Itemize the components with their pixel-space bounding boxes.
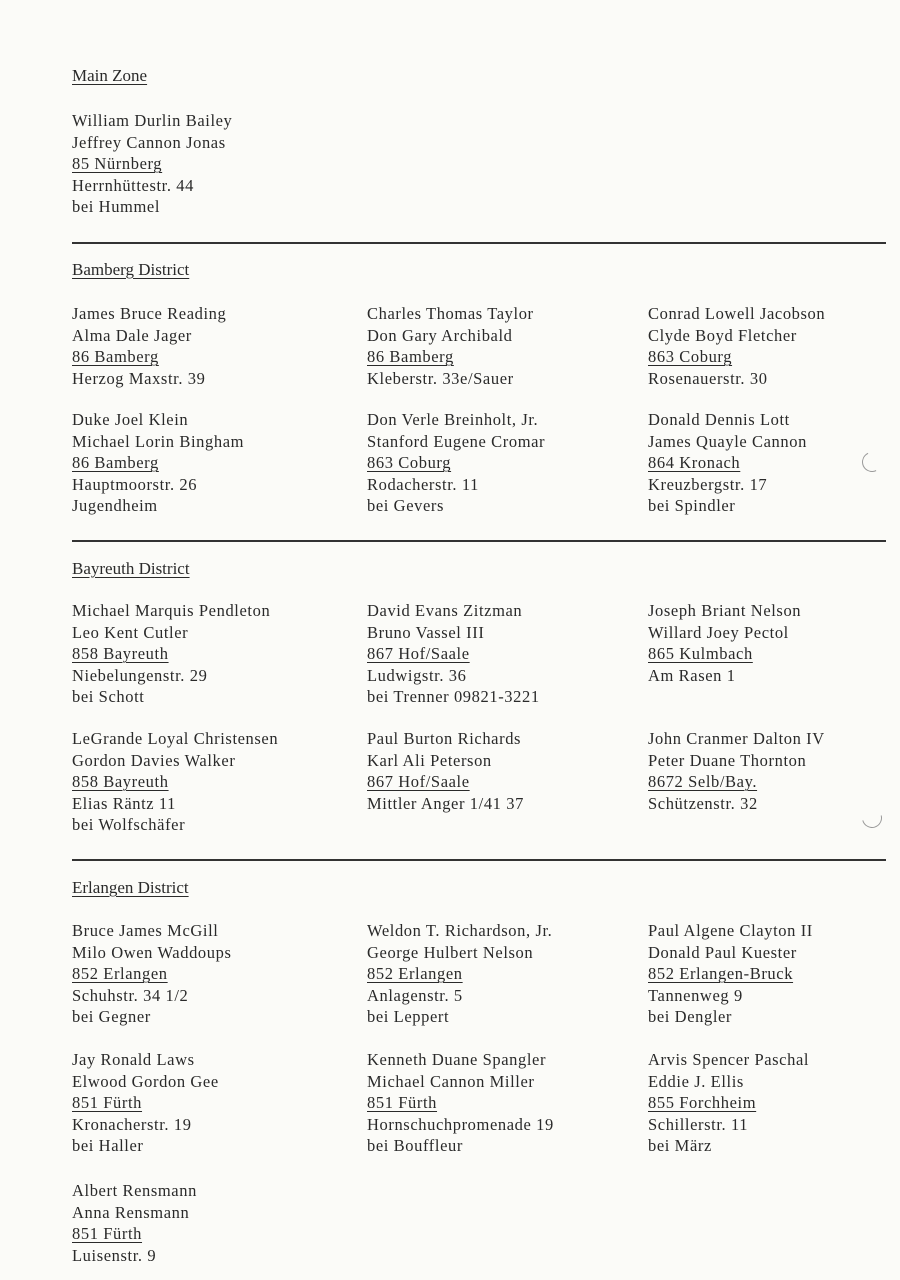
city-line: 852 Erlangen (72, 964, 168, 983)
entry-line: Don Verle Breinholt, Jr. (367, 410, 539, 429)
entry-line: James Bruce Reading (72, 304, 227, 323)
entry-line: bei Bouffleur (367, 1136, 463, 1155)
section-divider (72, 540, 886, 542)
section-title-main-zone: Main Zone (72, 66, 148, 85)
entry-line: Kreuzbergstr. 17 (648, 474, 768, 494)
entry-line: John Cranmer Dalton IV (648, 729, 825, 748)
entry-line: Clyde Boyd Fletcher (648, 325, 797, 345)
city-line: 8672 Selb/Bay. (648, 772, 758, 791)
entry-line: Jay Ronald Laws (72, 1050, 195, 1069)
section-title-erlangen: Erlangen District (72, 878, 189, 897)
entry-line: Schuhstr. 34 1/2 (72, 985, 189, 1005)
entry-line: Charles Thomas Taylor (367, 304, 534, 323)
address-entry (367, 303, 534, 389)
entry-line: Bruno Vassel III (367, 622, 485, 642)
entry-line: bei Haller (72, 1136, 144, 1155)
city-line: 863 Coburg (367, 453, 452, 472)
address-entry (72, 728, 278, 836)
entry-line: Joseph Briant Nelson (648, 601, 802, 620)
city-line: 851 Fürth (72, 1093, 143, 1112)
city-line: 851 Fürth (72, 1224, 143, 1243)
entry-line: Michael Lorin Bingham (72, 431, 245, 451)
address-entry (648, 303, 825, 389)
address-entry (648, 600, 801, 686)
entry-line: Herzog Maxstr. 39 (72, 368, 206, 388)
entry-line: Duke Joel Klein (72, 410, 189, 429)
address-entry (648, 409, 807, 517)
address-entry (72, 600, 270, 708)
address-entry (72, 409, 244, 517)
city-line: 86 Bamberg (367, 347, 454, 366)
entry-line: Don Gary Archibald (367, 325, 513, 345)
entry-line: Bruce James McGill (72, 921, 219, 940)
paper-mark (858, 804, 885, 831)
address-entry (72, 110, 232, 218)
city-line: 852 Erlangen-Bruck (648, 964, 794, 983)
address-entry (367, 1049, 554, 1157)
entry-line: Leo Kent Cutler (72, 622, 189, 642)
address-entry (648, 728, 825, 814)
entry-line: Kronacherstr. 19 (72, 1114, 192, 1134)
entry-line: Ludwigstr. 36 (367, 665, 467, 685)
city-line: 852 Erlangen (367, 964, 463, 983)
entry-line: Niebelungenstr. 29 (72, 665, 208, 685)
city-line: 863 Coburg (648, 347, 733, 366)
entry-line: Eddie J. Ellis (648, 1071, 744, 1091)
entry-line: Elias Räntz 11 (72, 793, 177, 813)
city-line: 85 Nürnberg (72, 154, 163, 173)
entry-line: Weldon T. Richardson, Jr. (367, 921, 553, 940)
address-entry (367, 920, 552, 1028)
address-entry (72, 1049, 219, 1157)
entry-line: Michael Cannon Miller (367, 1071, 535, 1091)
entry-line: Alma Dale Jager (72, 325, 192, 345)
section-divider (72, 242, 886, 244)
city-line: 867 Hof/Saale (367, 772, 470, 791)
entry-line: bei Spindler (648, 496, 736, 515)
entry-line: Kenneth Duane Spangler (367, 1050, 547, 1069)
entry-line: Hornschuchpromenade 19 (367, 1114, 554, 1134)
city-line: 864 Kronach (648, 453, 741, 472)
entry-line: Paul Algene Clayton II (648, 921, 813, 940)
entry-line: Rosenauerstr. 30 (648, 368, 768, 388)
city-line: 858 Bayreuth (72, 644, 169, 663)
paper-mark (859, 449, 885, 475)
address-entry (72, 1180, 197, 1266)
entry-line: Kleberstr. 33e/Sauer (367, 368, 514, 388)
entry-line: George Hulbert Nelson (367, 942, 534, 962)
entry-line: Milo Owen Waddoups (72, 942, 232, 962)
section-title-bamberg: Bamberg District (72, 260, 190, 279)
entry-line: Willard Joey Pectol (648, 622, 789, 642)
city-line: 86 Bamberg (72, 453, 159, 472)
address-entry (367, 600, 540, 708)
entry-line: LeGrande Loyal Christensen (72, 729, 279, 748)
entry-line: Mittler Anger 1/41 37 (367, 793, 524, 813)
entry-line: bei Wolfschäfer (72, 815, 186, 834)
entry-line: Herrnhüttestr. 44 (72, 175, 195, 195)
section-title-bayreuth: Bayreuth District (72, 559, 190, 578)
entry-line: James Quayle Cannon (648, 431, 807, 451)
section-divider (72, 859, 886, 861)
entry-line: Donald Dennis Lott (648, 410, 790, 429)
entry-line: Paul Burton Richards (367, 729, 522, 748)
entry-line: Anna Rensmann (72, 1202, 190, 1222)
entry-line: David Evans Zitzman (367, 601, 523, 620)
address-entry (72, 303, 226, 389)
city-line: 851 Fürth (367, 1093, 438, 1112)
entry-line: bei Trenner 09821-3221 (367, 687, 540, 706)
entry-line: Schillerstr. 11 (648, 1114, 749, 1134)
entry-line: Karl Ali Peterson (367, 750, 492, 770)
entry-line: bei Leppert (367, 1007, 450, 1026)
entry-line: bei Schott (72, 687, 145, 706)
address-entry (367, 409, 545, 517)
entry-line: Stanford Eugene Cromar (367, 431, 546, 451)
entry-line: bei Gevers (367, 496, 445, 515)
entry-line: Rodacherstr. 11 (367, 474, 479, 494)
entry-line: Jugendheim (72, 496, 158, 515)
address-entry (72, 920, 232, 1028)
entry-line: bei Dengler (648, 1007, 733, 1026)
address-entry (648, 920, 813, 1028)
entry-line: Hauptmoorstr. 26 (72, 474, 198, 494)
entry-line: Peter Duane Thornton (648, 750, 807, 770)
entry-line: Elwood Gordon Gee (72, 1071, 219, 1091)
address-entry (648, 1049, 809, 1157)
entry-line: Jeffrey Cannon Jonas (72, 132, 226, 152)
entry-line: Albert Rensmann (72, 1181, 197, 1200)
entry-line: bei Hummel (72, 197, 161, 216)
city-line: 855 Forchheim (648, 1093, 757, 1112)
city-line: 867 Hof/Saale (367, 644, 470, 663)
entry-line: Conrad Lowell Jacobson (648, 304, 826, 323)
entry-line: Gordon Davies Walker (72, 750, 236, 770)
city-line: 86 Bamberg (72, 347, 159, 366)
city-line: 858 Bayreuth (72, 772, 169, 791)
address-entry (367, 728, 524, 814)
entry-line: William Durlin Bailey (72, 111, 233, 130)
entry-line: bei März (648, 1136, 712, 1155)
entry-line: Luisenstr. 9 (72, 1245, 157, 1265)
entry-line: Michael Marquis Pendleton (72, 601, 271, 620)
entry-line: Am Rasen 1 (648, 665, 736, 685)
city-line: 865 Kulmbach (648, 644, 753, 663)
entry-line: Tannenweg 9 (648, 985, 743, 1005)
entry-line: Anlagenstr. 5 (367, 985, 463, 1005)
entry-line: Donald Paul Kuester (648, 942, 797, 962)
entry-line: bei Gegner (72, 1007, 151, 1026)
entry-line: Arvis Spencer Paschal (648, 1050, 810, 1069)
entry-line: Schützenstr. 32 (648, 793, 758, 813)
